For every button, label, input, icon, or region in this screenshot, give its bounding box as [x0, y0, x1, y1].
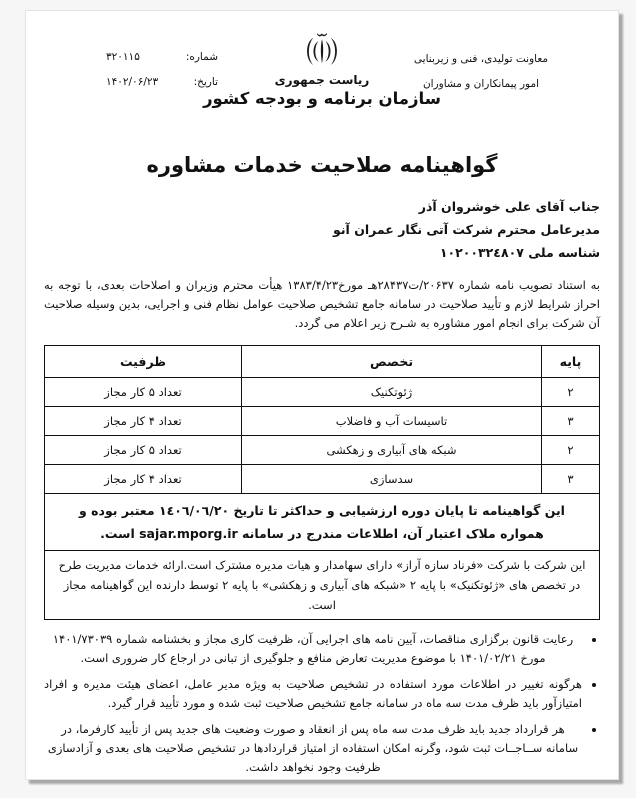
department-line1: معاونت تولیدی، فنی و زیربنایی	[413, 53, 549, 65]
date-label: تاریخ:	[193, 76, 218, 88]
validity-note: این گواهینامه تا پایان دوره ارزشیابی و حداکثر تا تاریخ ١٤٠٦/٠٦/٢٠ معتبر بوده و همواره ملاک اعتبار آن، اطلاعات مندرج در سامانه sajar.mporg.ir است.	[45, 493, 600, 550]
certificate-title: گواهینامه صلاحیت خدمات مشاوره	[146, 153, 498, 177]
number-value: ۳۲۰۱۱۵	[106, 51, 140, 63]
addressee-national-id: شناسه ملی ۱۰۲۰۰۳۲٤۸۰۷	[439, 245, 600, 260]
intro-paragraph: به استناد تصویب نامه شماره ۲۰۶۳۷/ت۲۸۴۳۷هـ مورخ۱۳۸۳/۴/۲۳ هیأت محترم وزیران و اصلاحات بعدی، با توجه به احراز شرایط لازم و تأیید صلاحیت در سامانه جامع تشخیص صلاحیت عوامل نظام فنی و اجرایی، بدین وسیله صلاحیت آن شرکت برای انجام امور مشاوره به شـرح زیر اعلام می گردد.	[44, 278, 600, 330]
specialty-cell: سدسازی	[242, 464, 542, 493]
org-presidency-line: ریاست جمهوری	[274, 73, 370, 87]
table-header-row	[45, 345, 600, 377]
qualification-table	[44, 345, 600, 620]
iran-national-emblem-icon	[305, 31, 339, 72]
addressee-name: جناب آقای علی خوشروان آذر	[418, 199, 600, 214]
capacity-cell: تعداد ۴ کار مجاز	[45, 406, 242, 435]
joint-company-note: این شرکت با شرکت «فرناد سازه آراز» دارای سهامدار و هیات مدیره مشترک است.ارائه خدمات مدیریت طرح در تخصص های «ژئوتکنیک» با پایه ۲ «شبکه های آبیاری و زهکشی» با پایه ۲ توسط دارنده این گواهینامه مجاز است.	[45, 550, 600, 619]
col-header-capacity: ظرفیت	[45, 345, 242, 377]
letterhead	[44, 31, 600, 127]
grade-cell: ۲	[542, 377, 600, 406]
table-row	[45, 377, 600, 406]
capacity-cell: تعداد ۵ کار مجاز	[45, 377, 242, 406]
grade-cell: ۳	[542, 406, 600, 435]
capacity-cell: تعداد ۵ کار مجاز	[45, 435, 242, 464]
col-header-specialty: تخصص	[242, 345, 542, 377]
table-row	[45, 406, 600, 435]
department-block	[370, 47, 592, 97]
grade-cell: ۳	[542, 464, 600, 493]
table-row	[45, 435, 600, 464]
number-label: شماره:	[185, 51, 218, 63]
date-value: ۱۴۰۲/۰۶/۲۳	[106, 76, 159, 88]
table-row	[45, 464, 600, 493]
footnote-item: • هر قرارداد جدید باید ظرف مدت سه ماه پس از انعقاد و صورت وضعیت های جدید پس از تأیید کارفرما، در سامانه ســاجــات ثبت شود، وگرنه امکان استفاده از امتیاز قراردادها در تشخیص صلاحیت های بعدی و آزادسازی ظرفیت وجود نخواهد داشت.	[44, 720, 582, 777]
footnote-item: • رعایت قانون برگزاری مناقصات، آیین نامه های اجرایی آن، ظرفیت کاری مجاز و بخشنامه شماره ۱۴۰۱/۷۳۰۳۹ مورخ ۱۴۰۱/۰۲/۲۱ با موضوع مدیریت تعارض منافع و جلوگیری از تبانی در ارجاع کار ضروری است.	[44, 630, 582, 668]
validity-row	[45, 493, 600, 550]
footnote-item: • هرگونه تغییر در اطلاعات مورد استفاده در تشخیص صلاحیت به ویژه مدیر عامل، اعضای هیئت مدیره و افراد امتیازآور باید ظرف مدت سه ماه در سامانه جامع تشخیص صلاحیت ثبت شده و مورد تأیید قرار گیرد.	[44, 675, 582, 713]
footnotes-list	[44, 630, 600, 777]
joint-company-row	[45, 550, 600, 619]
capacity-cell: تعداد ۴ کار مجاز	[45, 464, 242, 493]
col-header-grade: پایه	[542, 345, 600, 377]
org-name-line: سازمان برنامه و بودجه کشور	[203, 89, 441, 108]
addressee-role: مدیرعامل محترم شرکت آتی نگار عمران آنو	[333, 222, 600, 237]
department-line2: امور پیمانکاران و مشاوران	[422, 78, 540, 90]
addressee-block	[44, 195, 600, 264]
specialty-cell: شبکه های آبیاری و زهکشی	[242, 435, 542, 464]
grade-cell: ۲	[542, 435, 600, 464]
specialty-cell: ژئوتکنیک	[242, 377, 542, 406]
specialty-cell: تاسیسات آب و فاضلاب	[242, 406, 542, 435]
certificate-page	[25, 10, 619, 780]
